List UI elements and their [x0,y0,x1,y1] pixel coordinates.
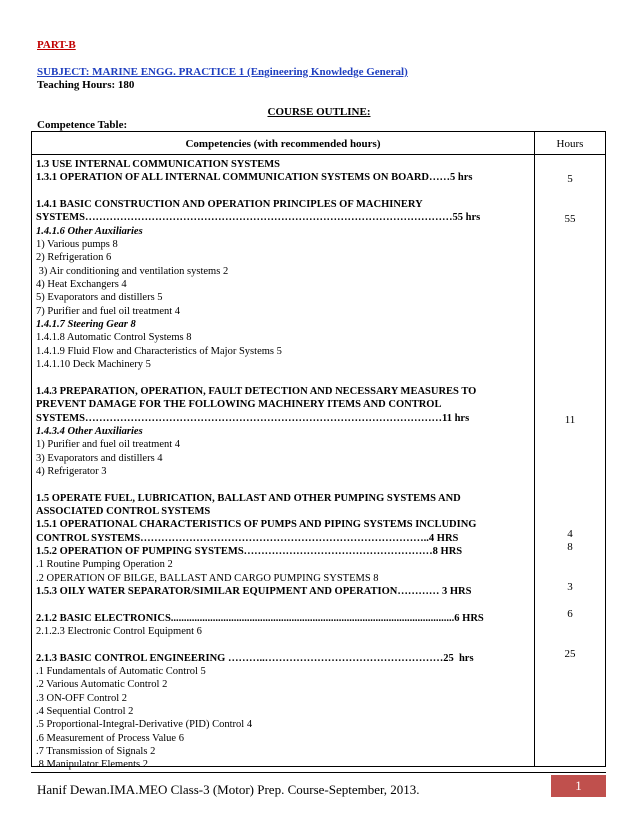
competency-line: SYSTEMS…………………………………………………………………………………………11 hrs [36,412,470,424]
competency-line: ASSOCIATED CONTROL SYSTEMS [36,505,211,517]
competency-line: 2.1.3 BASIC CONTROL ENGINEERING ………..……………………………………………25 hrs [36,652,474,664]
column-header-hours: Hours [556,138,584,150]
footer-text: Hanif Dewan.IMA.MEO Class-3 (Motor) Prep. Course-September, 2013. [37,782,420,797]
competency-line: 1.4.3 PREPARATION, OPERATION, FAULT DETECTION AND NECESSARY MEASURES TO [36,385,477,397]
competency-line: 1.5.2 OPERATION OF PUMPING SYSTEMS………………………………………………8 HRS [36,545,463,557]
hours-value: 6 [567,608,573,620]
hours-value: 4 [567,528,573,540]
competency-line: 1.5 OPERATE FUEL, LUBRICATION, BALLAST AND OTHER PUMPING SYSTEMS AND [36,492,461,504]
competency-line: 1.4.1.8 Automatic Control Systems 8 [36,332,192,344]
competency-line: 2.1.2 BASIC ELECTRONICS............................................................................................................6 HRS [36,612,484,624]
competency-line: 1.5.3 OILY WATER SEPARATOR/SIMILAR EQUIPMENT AND OPERATION………… 3 HRS [36,586,472,597]
competency-line: PREVENT DAMAGE FOR THE FOLLOWING MACHINERY ITEMS AND CONTROL [36,399,442,411]
competency-line: 4) Refrigerator 3 [36,465,107,477]
competency-line: .3 ON-OFF Control 2 [36,692,128,704]
column-header-competencies: Competencies (with recommended hours) [185,138,381,150]
hours-value: 55 [564,213,576,225]
competency-line: 4) Heat Exchangers 4 [36,279,127,291]
competency-line: 1.4.1.10 Deck Machinery 5 [36,359,151,371]
competency-line: 1.4.1 BASIC CONSTRUCTION AND OPERATION PRINCIPLES OF MACHINERY [36,199,423,211]
competency-line: .6 Measurement of Process Value 6 [36,732,184,744]
competencies-cell [36,158,530,772]
competency-line: .7 Transmission of Signals 2 [36,746,156,758]
competency-line: 7) Purifier and fuel oil treatment 4 [36,305,181,317]
competency-line: 1.4.1.6 Other Auxiliaries [36,225,143,237]
competency-line: .2 Various Automatic Control 2 [36,679,168,691]
competency-line: 3) Air conditioning and ventilation systems 2 [36,265,229,277]
competency-line: 1.4.1.9 Fluid Flow and Characteristics of Major Systems 5 [36,345,282,357]
hours-value: 8 [567,541,573,553]
subject-link[interactable]: SUBJECT: MARINE ENGG. PRACTICE 1 (Engineering Knowledge General) [37,66,408,78]
competence-table-label: Competence Table: [37,119,128,131]
competency-line: 1.4.1.7 Steering Gear 8 [36,319,136,331]
competency-line: .1 Routine Pumping Operation 2 [36,559,173,571]
competency-line: CONTROL SYSTEMS………………………………………………………………………..4 HRS [36,532,459,544]
column-divider [534,132,535,766]
competency-line: 2.1.2.3 Electronic Control Equipment 6 [36,626,202,638]
competency-line: .8 Manipulator Elements 2 [36,759,148,771]
competency-line: 1.4.3.4 Other Auxiliaries [36,425,143,437]
competency-line: 1.5.1 OPERATIONAL CHARACTERISTICS OF PUMPS AND PIPING SYSTEMS INCLUDING [36,519,477,531]
page-number: 1 [551,775,606,797]
part-heading: PART-B [37,39,76,51]
teaching-hours: Teaching Hours: 180 [37,79,135,91]
competency-line: .2 OPERATION OF BILGE, BALLAST AND CARGO PUMPING SYSTEMS 8 [36,572,379,584]
footer-divider [31,772,606,773]
competency-line: 1) Purifier and fuel oil treatment 4 [36,439,181,451]
competency-line: 1.3 USE INTERNAL COMMUNICATION SYSTEMS [36,159,280,170]
hours-value: 11 [564,414,576,426]
header-divider [32,154,605,155]
hours-value: 3 [567,581,573,593]
competency-line: .4 Sequential Control 2 [36,706,134,718]
competency-line: SYSTEMS……………………………………………………………………………………………55 hrs [36,212,481,224]
competency-line: 3) Evaporators and distillers 4 [36,452,163,464]
competency-line: .5 Proportional-Integral-Derivative (PID) Control 4 [36,719,253,731]
competency-line: 1.3.1 OPERATION OF ALL INTERNAL COMMUNICATION SYSTEMS ON BOARD……5 hrs [36,172,473,184]
competency-line: 2) Refrigeration 6 [36,252,112,264]
course-outline-heading: COURSE OUTLINE: [267,106,371,118]
competency-line: 1) Various pumps 8 [36,239,118,251]
hours-value: 25 [564,648,576,660]
hours-value: 5 [567,173,573,185]
competency-line: 5) Evaporators and distillers 5 [36,292,163,304]
competence-table [31,131,606,771]
competency-line: .1 Fundamentals of Automatic Control 5 [36,666,206,678]
